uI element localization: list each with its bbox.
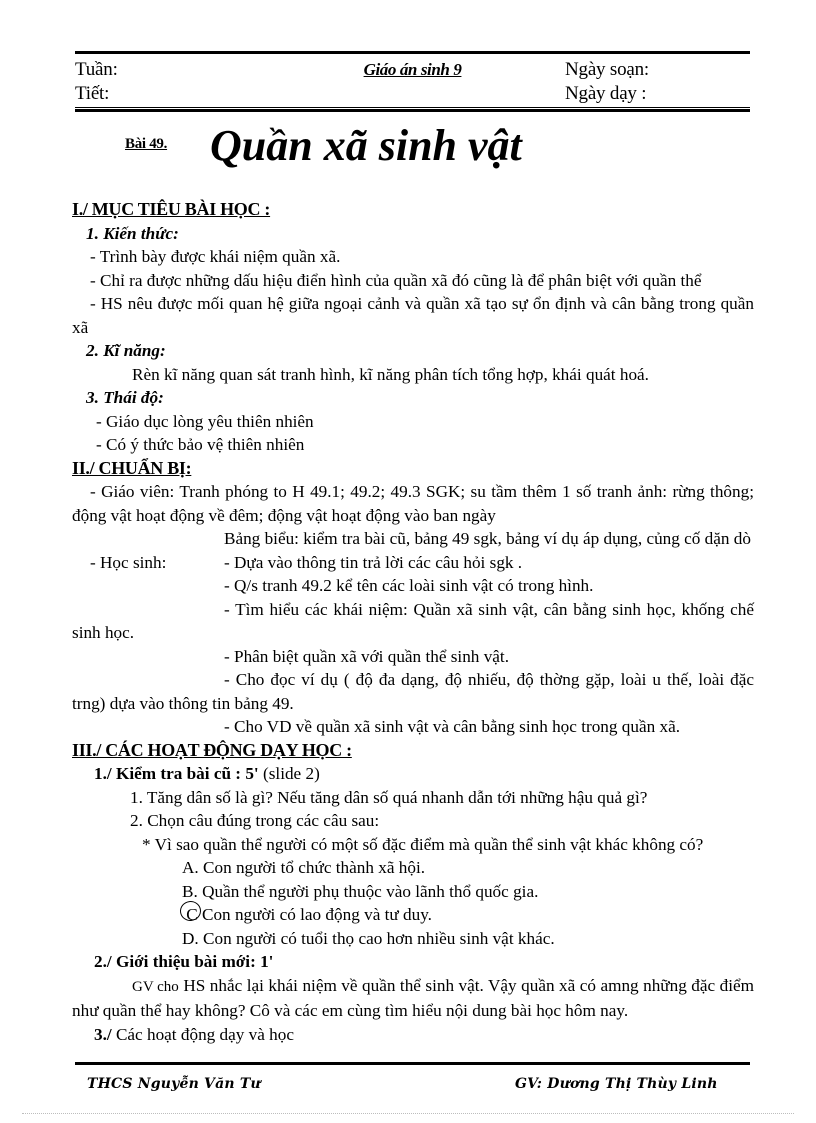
answer-option-a[interactable] xyxy=(72,856,754,880)
section-2-teacher-prep: - Giáo viên: Tranh phóng to H 49.1; 49.2; 49.3 SGK; su tầm thêm 1 số tranh ảnh: rừng thông; động vật hoạt động về đêm; động vật hoạt động vào ban ngày xyxy=(72,482,754,525)
section-2-student-block xyxy=(72,551,754,575)
section-1-2-item-a: Rèn kĩ năng quan sát tranh hình, kĩ năng phân tích tổng hợp, khái quát hoá. xyxy=(132,364,649,384)
section-3-question-2-sub: * Vì sao quần thể người có một số đặc điểm mà quần thể sinh vật khác không có? xyxy=(142,834,704,854)
section-3-1-heading-rest: (slide 2) xyxy=(258,764,320,783)
header-week-label: Tuần: xyxy=(75,59,118,80)
answer-option-b-text: Quần thể người phụ thuộc vào lãnh thổ quốc gia. xyxy=(197,881,539,901)
section-3-2-body-text: HS nhắc lại khái niệm về quần thể sinh vật. Vậy quần xã có amng những đặc điểm như quần thể hay không? Cô và các em cùng tìm hiểu nội dung bài học hôm nay. xyxy=(72,975,755,1020)
section-1-1-item-c: - HS nêu được mối quan hệ giữa ngoại cảnh và quần xã tạo sự ổn định và cân bằng trong quần xã xyxy=(72,294,754,337)
answer-option-b-letter: B. xyxy=(182,881,198,901)
header-bottom-thick-rule xyxy=(75,109,750,112)
document-header xyxy=(75,51,750,112)
section-1-3-heading: 3. Thái độ: xyxy=(86,388,164,407)
header-bottom-thin-rule xyxy=(75,107,750,108)
header-compose-date-label: Ngày soạn: xyxy=(565,59,650,80)
footer-teacher-name: GV: Dương Thị Thùy Linh xyxy=(515,1076,718,1092)
section-3-2-body xyxy=(72,974,754,1023)
footer-school-name: THCS Nguyễn Văn Tư xyxy=(87,1076,261,1092)
title-block xyxy=(75,121,750,190)
header-center-title: Giáo án sinh 9 xyxy=(363,60,462,79)
header-row-2 xyxy=(75,82,750,106)
section-3-3-heading xyxy=(72,1023,754,1047)
circle-annotation-icon xyxy=(179,900,202,922)
header-row-1 xyxy=(75,58,750,82)
answer-option-a-letter: A. xyxy=(182,858,199,877)
section-1-3-item-a: - Giáo dục lòng yêu thiên nhiên xyxy=(96,411,314,431)
section-2-student-label: - Học sinh: xyxy=(90,552,167,572)
section-1-2-heading: 2. Kĩ năng: xyxy=(86,341,166,360)
header-teach-date-label: Ngày dạy : xyxy=(565,83,647,104)
section-3-3-heading-bold: 3./ xyxy=(94,1024,112,1044)
answer-option-a-text: Con người tổ chức thành xã hội. xyxy=(198,858,426,877)
section-3-question-2: 2. Chọn câu đúng trong các câu sau: xyxy=(130,811,380,830)
section-2-student-item-4: - Phân biệt quần xã với quần thể sinh vật. xyxy=(224,646,509,666)
section-2-heading: II./ CHUẨN BỊ: xyxy=(72,457,192,478)
answer-option-c-letter-circled xyxy=(182,903,202,927)
answer-option-c-letter: C xyxy=(186,905,198,924)
answer-option-c-text: Con người có lao động và tư duy. xyxy=(202,905,432,924)
answer-option-d[interactable] xyxy=(72,927,754,951)
section-2-student-item-5: - Cho đọc ví dụ ( độ đa dạng, độ nhiếu, độ thờng gặp, loài u thế, loài đặc trng) dựa vào thông tin bảng 49. xyxy=(72,670,754,713)
footer-rules xyxy=(75,1062,750,1065)
section-2-tables: Bảng biểu: kiểm tra bài cũ, bảng 49 sgk, bảng ví dụ áp dụng, củng cố dặn dò xyxy=(224,529,751,548)
section-2-student-item-3: - Tìm hiểu các khái niệm: Quần xã sinh vật, cân bằng sinh học, khống chế sinh học. xyxy=(72,599,754,642)
section-1-3-item-b: - Có ý thức bảo vệ thiên nhiên xyxy=(96,435,305,454)
section-3-1-heading-bold: 1./ Kiểm tra bài cũ : 5' xyxy=(94,764,259,783)
answer-option-b[interactable] xyxy=(72,880,754,904)
page-bottom-divider xyxy=(22,1113,794,1114)
section-2-student-item-1: - Dựa vào thông tin trả lời các câu hỏi sgk . xyxy=(224,552,523,572)
lesson-number: Bài 49. xyxy=(125,136,168,152)
section-3-2-heading: 2./ Giới thiệu bài mới: 1' xyxy=(94,952,274,971)
section-3-heading: III./ CÁC HOẠT ĐỘNG DẠY HỌC : xyxy=(72,739,352,760)
section-3-2-lead: GV cho xyxy=(132,978,179,995)
section-2-student-item-2: - Q/s tranh 49.2 kể tên các loài sinh vật có trong hình. xyxy=(224,576,594,595)
document-footer xyxy=(75,1076,750,1102)
header-bottom-rules xyxy=(75,107,750,112)
answer-option-c[interactable] xyxy=(72,903,754,927)
section-3-question-1: 1. Tăng dân số là gì? Nếu tăng dân số quá nhanh dẫn tới những hậu quả gì? xyxy=(130,787,648,807)
page-title: Quần xã sinh vật xyxy=(210,121,522,170)
section-1-1-heading: 1. Kiến thức: xyxy=(86,223,179,243)
answer-option-d-text: Con người có tuổi thọ cao hơn nhiều sinh vật khác. xyxy=(198,928,555,948)
footer-top-rule xyxy=(75,1062,750,1065)
section-3-3-heading-rest: Các hoạt động dạy và học xyxy=(111,1024,294,1044)
document-body xyxy=(72,198,754,1046)
section-2-student-item-6: - Cho VD về quần xã sinh vật và cân bằng sinh học trong quần xã. xyxy=(224,717,681,736)
answer-option-d-letter: D. xyxy=(182,928,199,948)
section-1-1-item-b: - Chỉ ra được những dấu hiệu điển hình của quần xã đó cũng là để phân biệt với quần thể xyxy=(90,270,702,290)
section-3-1-heading xyxy=(72,762,754,786)
section-1-1-item-a: - Trình bày được khái niệm quần xã. xyxy=(90,247,341,266)
header-period-label: Tiết: xyxy=(75,83,110,104)
header-rows xyxy=(75,54,750,107)
section-1-heading: I./ MỤC TIÊU BÀI HỌC : xyxy=(72,199,271,219)
